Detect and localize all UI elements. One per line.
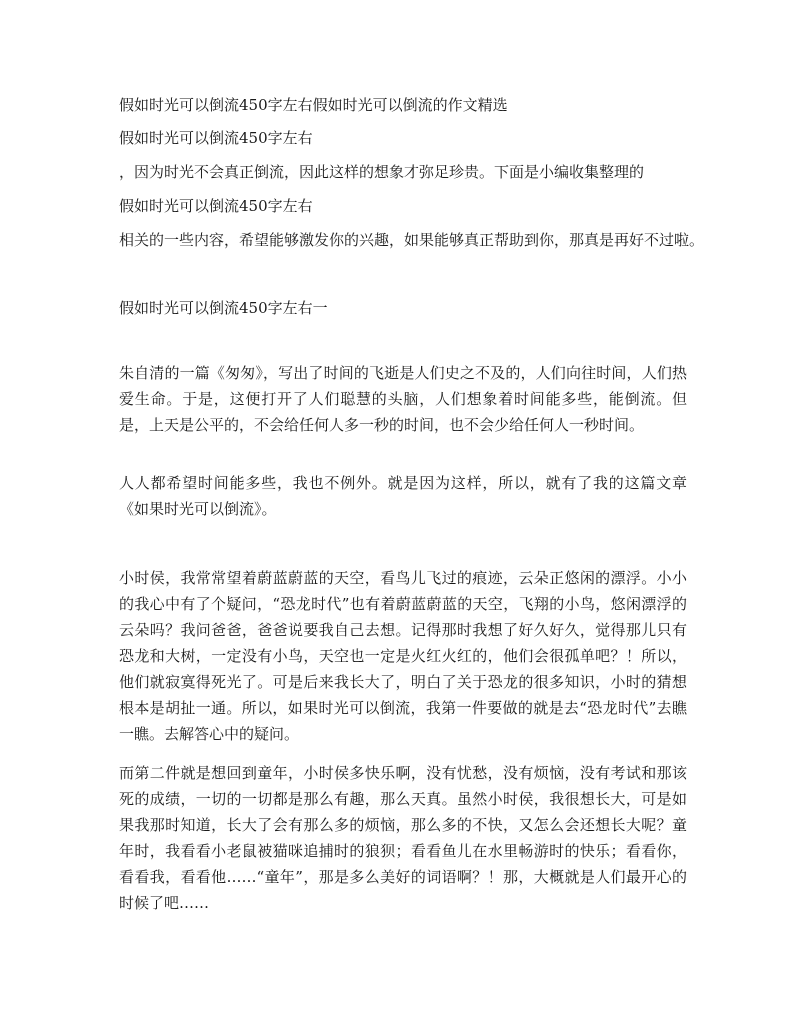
document-subtitle: 假如时光可以倒流450字左右 bbox=[119, 129, 313, 147]
document-title: 假如时光可以倒流450字左右假如时光可以倒流的作文精选 bbox=[119, 96, 508, 114]
paragraph: 而第二件就是想回到童年，小时侯多快乐啊，没有忧愁，没有烦恼，没有考试和那该死的成绩，一切的一切都是那么有趣，那么天真。虽然小时侯，我很想长大，可是如果我那时知道，长大了会有那么多的烦恼，那么多的不快，又怎么会还想长大呢？童年时，我看看小老鼠被猫咪追捕时的狼狈；看看鱼儿在水里畅游时的快乐；看看你，看看我，看看他……“童年”，那是多么美好的词语啊？！那，大概就是人们最开心的时候了吧…… bbox=[119, 764, 687, 912]
section-heading: 假如时光可以倒流450字左右一 bbox=[119, 299, 328, 317]
intro-line-2: 假如时光可以倒流450字左右 bbox=[119, 197, 313, 215]
intro-line-1: ，因为时光不会真正倒流，因此这样的想象才弥足珍贵。下面是小编收集整理的 bbox=[119, 163, 645, 181]
paragraph: 朱自清的一篇《匆匆》，写出了时间的飞逝是人们史之不及的，人们向往时间，人们热爱生命。于是，这便打开了人们聪慧的头脑，人们想象着时间能多些，能倒流。但是，上天是公平的，不会给任何人多一秒的时间，也不会少给任何人一秒时间。 bbox=[119, 364, 687, 434]
paragraph: 小时侯，我常常望着蔚蓝蔚蓝的天空，看鸟儿飞过的痕迹，云朵正悠闲的漂浮。小小的我心中有了个疑问，“恐龙时代”也有着蔚蓝蔚蓝的天空，飞翔的小鸟，悠闲漂浮的云朵吗？我问爸爸，爸爸说要我自己去想。记得那时我想了好久好久，觉得那儿只有恐龙和大树，一定没有小鸟，天空也一定是火红火红的，他们会很孤单吧？！所以，他们就寂寞得死光了。可是后来我长大了，明白了关于恐龙的很多知识，小时的猜想根本是胡扯一通。所以，如果时光可以倒流，我第一件要做的就是去“恐龙时代”去瞧一瞧。去解答心中的疑问。 bbox=[119, 569, 687, 743]
intro-line-3: 相关的一些内容，希望能够激发你的兴趣，如果能够真正帮助到你，那真是再好不过啦。 bbox=[119, 231, 705, 249]
paragraph: 人人都希望时间能多些，我也不例外。就是因为这样，所以，就有了我的这篇文章《如果时光可以倒流》。 bbox=[119, 474, 687, 518]
